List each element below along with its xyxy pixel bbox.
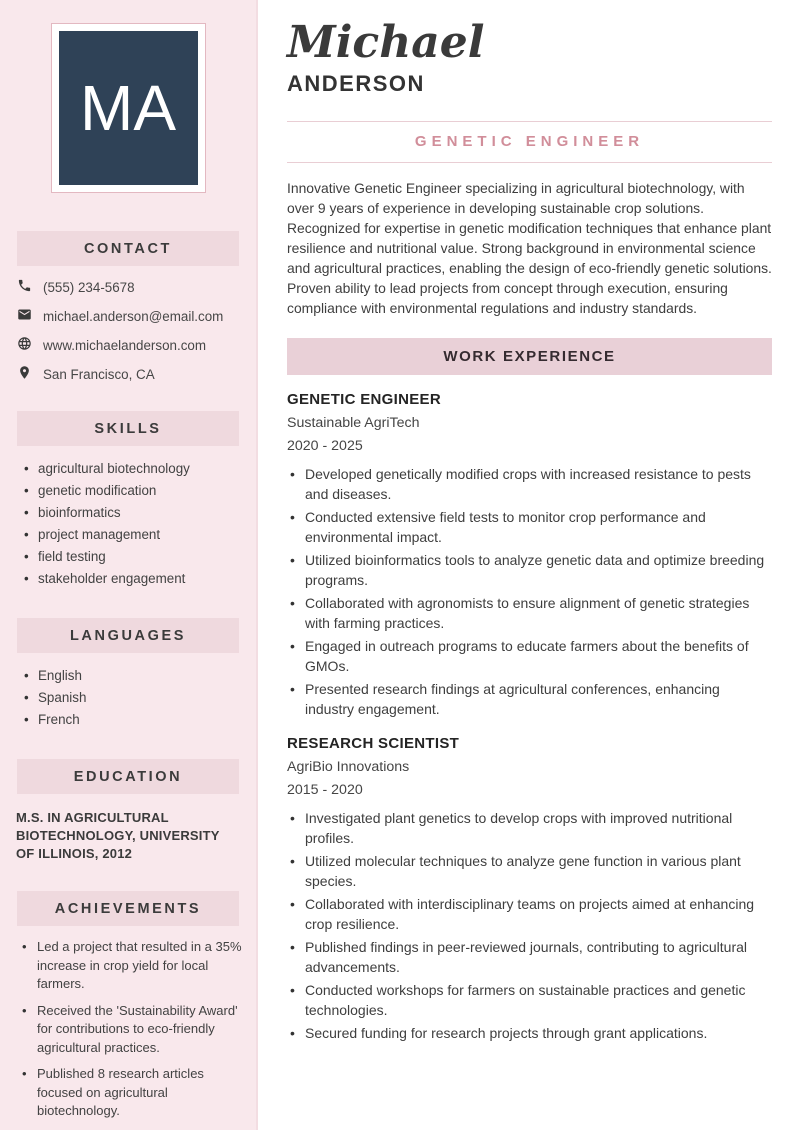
skill-item: • genetic modification xyxy=(24,480,248,502)
job-entry xyxy=(287,735,772,1044)
contact-item-phone xyxy=(17,278,248,296)
email-icon xyxy=(17,307,32,325)
job-bullet: • Investigated plant genetics to develop crops with improved nutritional profiles. xyxy=(287,809,772,848)
job-bullet: • Engaged in outreach programs to educate farmers about the benefits of GMOs. xyxy=(287,637,772,676)
phone-icon xyxy=(17,278,32,296)
contact-website-text: www.michaelanderson.com xyxy=(43,337,206,353)
contact-item-email xyxy=(17,307,248,325)
language-item: • English xyxy=(24,665,248,687)
job-bullet: • Conducted workshops for farmers on sustainable practices and genetic technologies. xyxy=(287,981,772,1020)
location-icon xyxy=(17,365,32,383)
contact-location-text: San Francisco, CA xyxy=(43,366,155,382)
role-title: GENETIC ENGINEER xyxy=(287,121,772,163)
job-bullet: • Collaborated with agronomists to ensure alignment of genetic strategies with farming practices. xyxy=(287,594,772,633)
job-company: Sustainable AgriTech xyxy=(287,415,420,431)
sidebar xyxy=(0,0,258,1130)
job-bullet: • Published findings in peer-reviewed journals, contributing to agricultural advancements. xyxy=(287,938,772,977)
job-dates: 2015 - 2020 xyxy=(287,782,363,798)
skill-item: • project management xyxy=(24,524,248,546)
skill-item: • field testing xyxy=(24,546,248,568)
languages-list xyxy=(24,665,248,731)
achievements-section-header: ACHIEVEMENTS xyxy=(17,891,239,926)
contact-list xyxy=(17,278,248,383)
profile-photo-placeholder xyxy=(51,23,206,193)
achievement-item: • Published 8 research articles focused on agricultural biotechnology. xyxy=(22,1065,250,1121)
job-bullet: • Utilized molecular techniques to analyze gene function in various plant species. xyxy=(287,852,772,891)
skills-section-header: SKILLS xyxy=(17,411,239,446)
job-dates: 2020 - 2025 xyxy=(287,438,363,454)
achievement-item: • Received the 'Sustainability Award' for contributions to eco-friendly agricultural practices. xyxy=(22,1002,250,1058)
professional-summary: Innovative Genetic Engineer specializing in agricultural biotechnology, with over 9 years of experience in developing sustainable crop solutions. Recognized for expertise in genetic modification techniques that enhance plant resilience and nutritional value. Strong background in environmental science and agricultural practices, enabling the design of eco-friendly genetic solutions. Proven ability to lead projects from concept through execution, ensuring compliance with environmental regulations and industry standards. xyxy=(287,180,772,316)
profile-initials: MA xyxy=(59,31,198,185)
contact-email-text: michael.anderson@email.com xyxy=(43,308,224,324)
job-bullet: • Secured funding for research projects through grant applications. xyxy=(287,1024,772,1044)
languages-section-header: LANGUAGES xyxy=(17,618,239,653)
job-entry xyxy=(287,391,772,719)
skill-item: • stakeholder engagement xyxy=(24,568,248,590)
first-name: Michael xyxy=(287,17,485,68)
main-content xyxy=(258,0,800,1130)
job-role-title: RESEARCH SCIENTIST xyxy=(287,735,460,752)
skill-item: • agricultural biotechnology xyxy=(24,458,248,480)
achievement-item: • Led a project that resulted in a 35% increase in crop yield for local farmers. xyxy=(22,938,250,994)
globe-icon xyxy=(17,336,32,354)
contact-phone-text: (555) 234-5678 xyxy=(43,279,135,295)
work-experience-header: WORK EXPERIENCE xyxy=(287,338,772,375)
job-company: AgriBio Innovations xyxy=(287,759,410,775)
education-section-header: EDUCATION xyxy=(17,759,239,794)
contact-section-header: CONTACT xyxy=(17,231,239,266)
contact-item-website xyxy=(17,336,248,354)
job-bullet: • Developed genetically modified crops with increased resistance to pests and diseases. xyxy=(287,465,772,504)
job-role-title: GENETIC ENGINEER xyxy=(287,391,441,408)
job-bullet: • Collaborated with interdisciplinary teams on projects aimed at enhancing crop resilience. xyxy=(287,895,772,934)
education-degree-text: M.S. IN AGRICULTURAL BIOTECHNOLOGY, UNIVERSITY OF ILLINOIS, 2012 xyxy=(16,810,220,861)
job-bullet-list xyxy=(287,809,772,1044)
skill-item: • bioinformatics xyxy=(24,502,248,524)
job-bullet: • Presented research findings at agricultural conferences, enhancing industry engagement. xyxy=(287,680,772,719)
language-item: • French xyxy=(24,709,248,731)
job-bullet-list xyxy=(287,465,772,719)
language-item: • Spanish xyxy=(24,687,248,709)
last-name: ANDERSON xyxy=(287,71,425,96)
job-bullet: • Conducted extensive field tests to monitor crop performance and environmental impact. xyxy=(287,508,772,547)
achievements-list xyxy=(22,938,250,1121)
contact-item-location xyxy=(17,365,248,383)
skills-list xyxy=(24,458,248,590)
job-bullet: • Utilized bioinformatics tools to analyze genetic data and optimize breeding programs. xyxy=(287,551,772,590)
